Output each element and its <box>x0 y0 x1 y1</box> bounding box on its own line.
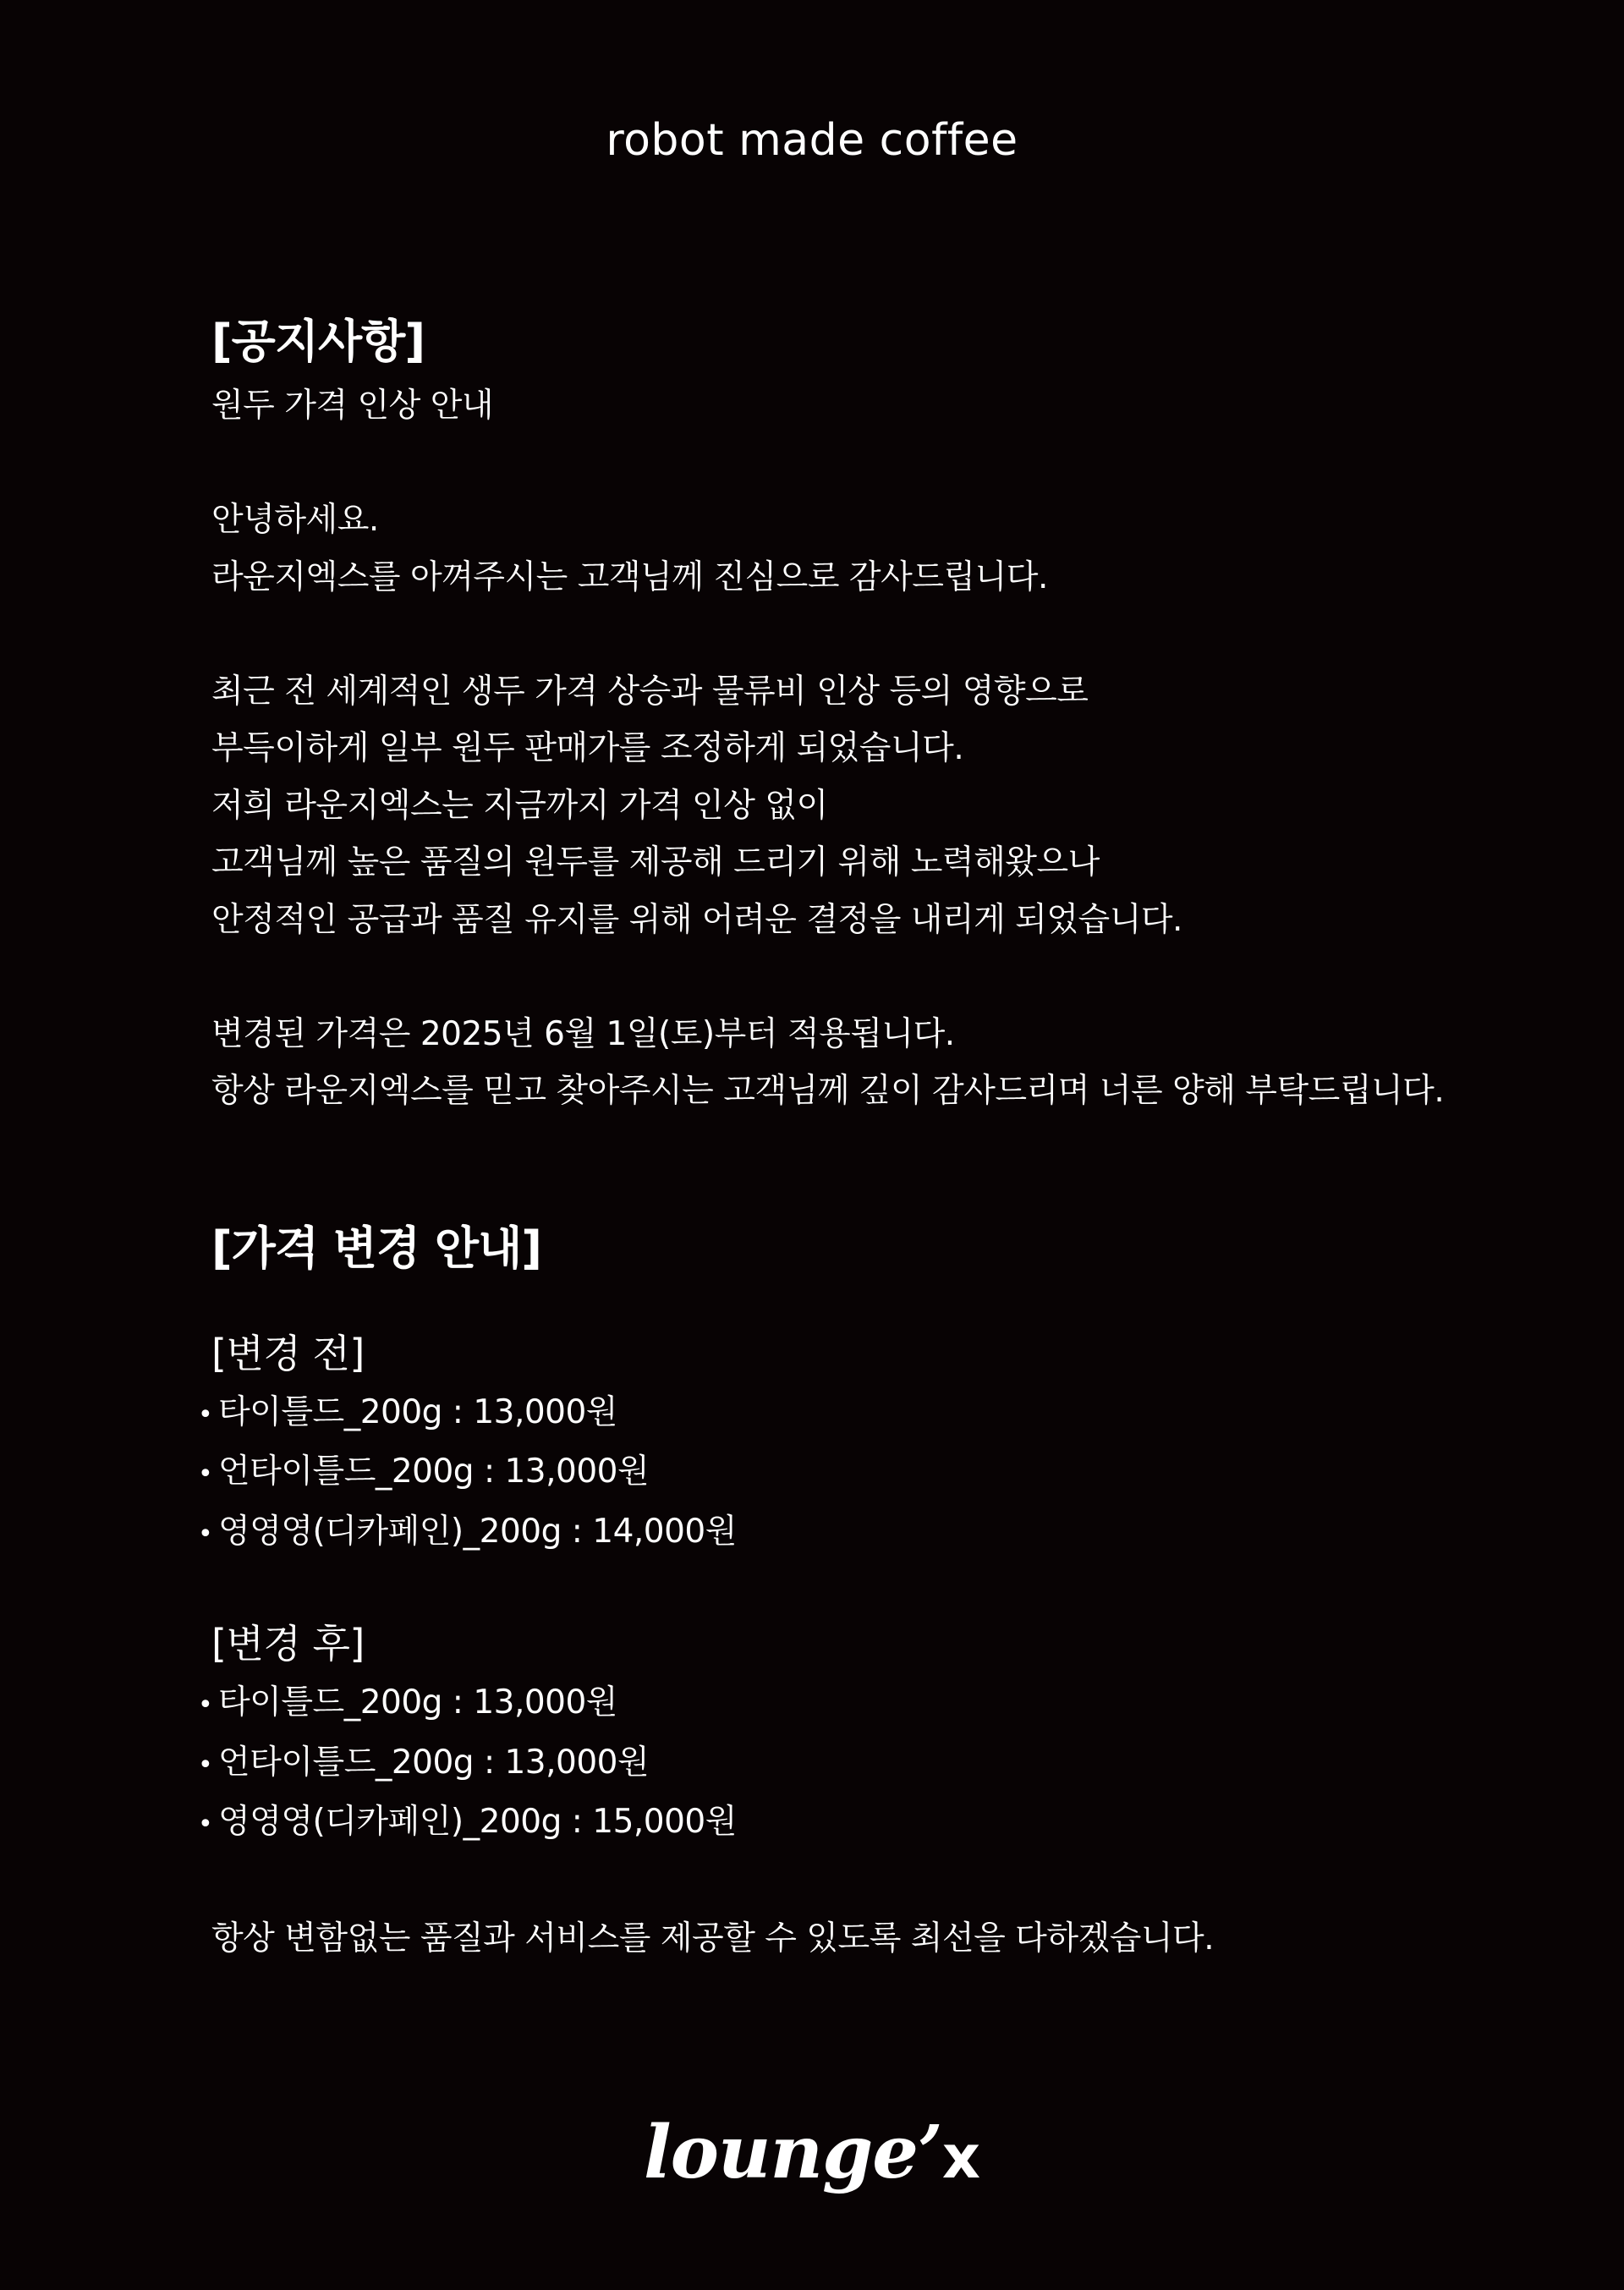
price-item <box>198 1674 1531 1734</box>
loungex-logo <box>0 2106 1624 2204</box>
price-item <box>198 1503 1531 1563</box>
after-price-list <box>198 1674 1531 1853</box>
before-price-list <box>198 1384 1531 1563</box>
body-line: 부득이하게 일부 원두 판매가를 조정하게 되었습니다. <box>211 729 964 767</box>
notice-content <box>198 306 1531 1968</box>
price-item-text: 영영영(디카페인)_200g : 14,000원 <box>218 1512 737 1551</box>
body-line: 고객님께 높은 품질의 원두를 제공해 드리기 위해 노력해왔으나 <box>211 843 1100 881</box>
effective-date-line: 변경된 가격은 2025년 6월 1일(토)부터 적용됩니다. <box>211 1014 955 1053</box>
logo-wordmark: lounge’ <box>643 2110 942 2195</box>
spacer <box>211 435 1531 492</box>
spacer <box>211 1853 1531 1911</box>
body-line: 저희 라운지엑스는 지금까지 가격 인상 없이 <box>211 786 828 825</box>
notice-heading: [공지사항] <box>211 315 425 368</box>
bullet-icon: • <box>198 1459 213 1489</box>
before-label: [변경 전] <box>211 1330 365 1376</box>
after-label: [변경 후] <box>211 1621 365 1667</box>
price-item-text: 타이틀드_200g : 13,000원 <box>218 1392 617 1431</box>
notice-subject: 원두 가격 인상 안내 <box>211 387 494 425</box>
spacer <box>211 948 1531 1006</box>
thanks-line: 항상 라운지엑스를 믿고 찾아주시는 고객님께 깊이 감사드리며 너른 양해 부탁드립니다. <box>211 1072 1445 1110</box>
price-item-text: 영영영(디카페인)_200g : 15,000원 <box>218 1803 737 1841</box>
spacer <box>211 1562 1531 1613</box>
bullet-icon: • <box>198 1809 213 1839</box>
bullet-icon: • <box>198 1399 213 1430</box>
body-line: 최근 전 세계적인 생두 가격 상승과 물류비 인상 등의 영향으로 <box>211 672 1089 711</box>
spacer <box>211 606 1531 663</box>
bullet-icon: • <box>198 1690 213 1720</box>
bullet-icon: • <box>198 1749 213 1780</box>
greeting-line: 안녕하세요. <box>211 501 379 539</box>
bullet-icon: • <box>198 1518 213 1549</box>
closing-line: 항상 변함없는 품질과 서비스를 제공할 수 있도록 최선을 다하겠습니다. <box>211 1919 1215 1958</box>
price-item <box>198 1734 1531 1794</box>
price-item-text: 언타이틀드_200g : 13,000원 <box>218 1743 650 1782</box>
price-item <box>198 1793 1531 1853</box>
greeting-line: 라운지엑스를 아껴주시는 고객님께 진심으로 감사드립니다. <box>211 557 1048 596</box>
price-change-heading: [가격 변경 안내] <box>211 1221 541 1275</box>
price-item <box>198 1384 1531 1444</box>
spacer <box>211 1120 1531 1213</box>
price-item-text: 언타이틀드_200g : 13,000원 <box>218 1453 650 1491</box>
price-item <box>198 1443 1531 1503</box>
spacer <box>211 1284 1531 1323</box>
page-header-title: robot made coffee <box>606 115 1018 166</box>
price-item-text: 타이틀드_200g : 13,000원 <box>218 1683 617 1722</box>
logo-x-mark: x <box>941 2123 981 2192</box>
body-line: 안정적인 공급과 품질 유지를 위해 어려운 결정을 내리게 되었습니다. <box>211 900 1182 939</box>
